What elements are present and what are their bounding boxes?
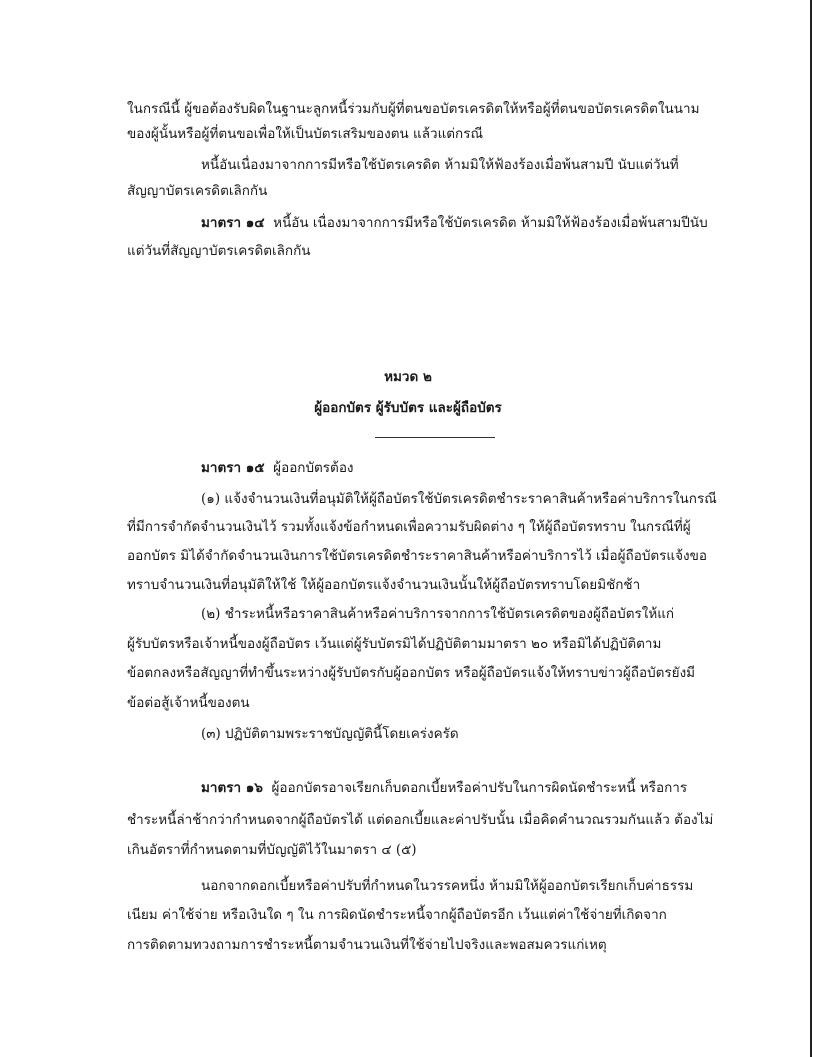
- item-line: ข้อตกลงหรือสัญญาที่ทำขึ้นระหว่างผู้รับบัตรกับผู้ออกบัตร หรือผู้ถือบัตรแจ้งให้ทราบข่าวผู้ถือบัตรยังมี: [127, 665, 696, 681]
- item-line: ทราบจำนวนเงินที่อนุมัติให้ใช้ ให้ผู้ออกบัตรแจ้งจำนวนเงินนั้นให้ผู้ถือบัตรทราบโดยมิชักช้า: [127, 577, 641, 593]
- scan-edge: [810, 0, 812, 1057]
- paragraph-line: หนี้อันเนื่องมาจากการมีหรือใช้บัตรเครดิต ห้ามมิให้ฟ้องร้องเมื่อพ้นสามปี นับแต่วันที่: [201, 157, 679, 173]
- section-text: หนี้อัน เนื่องมาจากการมีหรือใช้บัตรเครดิต ห้ามมิให้ฟ้องร้องเมื่อพ้นสามปีนับ: [273, 215, 708, 231]
- item-line: (๑) แจ้งจำนวนเงินที่อนุมัติให้ผู้ถือบัตรใช้บัตรเครดิตชำระราคาสินค้าหรือค่าบริการในกรณี: [201, 491, 717, 507]
- paragraph-line: ชำระหนี้ล่าช้ากว่ากำหนดจากผู้ถือบัตรได้ แต่ดอกเบี้ยและค่าปรับนั้น เมื่อคิดคำนวณรวมกันแล้ว ต้องไม่: [127, 812, 714, 828]
- section-label: มาตรา ๑๔: [201, 215, 265, 231]
- chapter-divider: [375, 437, 495, 438]
- item-line: ที่มีการจำกัดจำนวนเงินไว้ รวมทั้งแจ้งข้อกำหนดเพื่อความรับผิดต่าง ๆ ให้ผู้ถือบัตรทราบ ในกรณีที่ผู้: [127, 519, 691, 535]
- item-line: ออกบัตร มิได้จำกัดจำนวนเงินการใช้บัตรเครดิตชำระราคาสินค้าหรือค่าบริการไว้ เมื่อผู้ถือบัตรแจ้งขอ: [127, 548, 707, 564]
- chapter-subtitle: ผู้ออกบัตร ผู้รับบัตร และผู้ถือบัตร: [314, 400, 502, 416]
- chapter-title: หมวด ๒: [384, 369, 432, 385]
- section-label: มาตรา ๑๕: [201, 460, 265, 476]
- section-text: ผู้ออกบัตรอาจเรียกเก็บดอกเบี้ยหรือค่าปรับในการผิดนัดชำระหนี้ หรือการ: [271, 780, 688, 796]
- section-label: มาตรา ๑๖: [201, 780, 263, 796]
- item-line: (๒) ชำระหนี้หรือราคาสินค้าหรือค่าบริการจากการใช้บัตรเครดิตของผู้ถือบัตรให้แก่: [201, 606, 675, 622]
- paragraph-line: เกินอัตราที่กำหนดตามที่บัญญัติไว้ในมาตรา ๔ (๕): [127, 842, 417, 858]
- paragraph-line: เนียม ค่าใช้จ่าย หรือเงินใด ๆ ใน การผิดนัดชำระหนี้จากผู้ถือบัตรอีก เว้นแต่ค่าใช้จ่ายที่เกิดจาก: [127, 907, 667, 923]
- paragraph-line: การติดตามทวงถามการชำระหนี้ตามจำนวนเงินที่ใช้จ่ายไปจริงและพอสมควรแก่เหตุ: [127, 937, 607, 953]
- paragraph-line: แต่วันที่สัญญาบัตรเครดิตเลิกกัน: [127, 243, 311, 259]
- paragraph-line: นอกจากดอกเบี้ยหรือค่าปรับที่กำหนดในวรรคหนึ่ง ห้ามมิให้ผู้ออกบัตรเรียกเก็บค่าธรรม: [201, 878, 694, 894]
- section-text: ผู้ออกบัตรต้อง: [273, 460, 354, 476]
- section-15-line: [201, 458, 354, 478]
- section-14-line: [201, 213, 708, 233]
- paragraph-line: ของผู้นั้นหรือผู้ที่ตนขอเพื่อให้เป็นบัตรเสริมของตน แล้วแต่กรณี: [127, 126, 483, 142]
- paragraph-line: สัญญาบัตรเครดิตเลิกกัน: [127, 183, 268, 199]
- item-line: ข้อต่อสู้เจ้าหนี้ของตน: [127, 695, 250, 711]
- section-16-line: [201, 778, 687, 798]
- item-line: (๓) ปฏิบัติตามพระราชบัญญัตินี้โดยเคร่งครัด: [201, 726, 459, 742]
- item-line: ผู้รับบัตรหรือเจ้าหนี้ของผู้ถือบัตร เว้นแต่ผู้รับบัตรมิได้ปฏิบัติตามมาตรา ๒๐ หรือมิได้ปฏิบัติตาม: [127, 636, 662, 652]
- paragraph-line: ในกรณีนี้ ผู้ขอต้องรับผิดในฐานะลูกหนี้ร่วมกับผู้ที่ตนขอบัตรเครดิตให้หรือผู้ที่ตนขอบัตรเครดิตในนาม: [127, 101, 700, 117]
